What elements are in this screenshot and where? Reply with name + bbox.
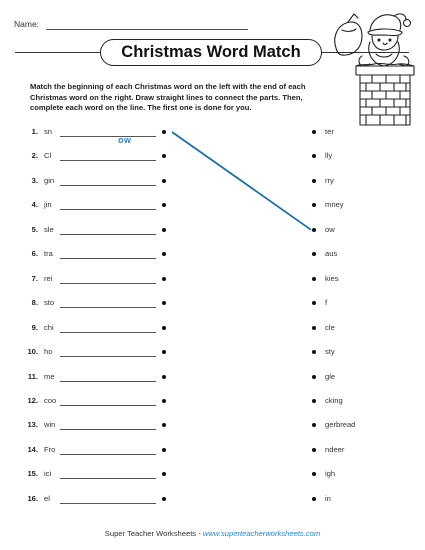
right-dot[interactable] xyxy=(312,350,316,354)
word-ending: mney xyxy=(325,200,344,210)
left-dot[interactable] xyxy=(162,399,166,403)
left-dot[interactable] xyxy=(162,448,166,452)
item-number: 1. xyxy=(31,127,38,136)
word-beginning: chi xyxy=(44,322,54,332)
match-row xyxy=(0,249,425,261)
answer-line[interactable] xyxy=(60,429,156,430)
word-beginning: ici xyxy=(44,469,52,479)
item-number: 9. xyxy=(31,322,38,332)
right-dot[interactable] xyxy=(312,301,316,305)
word-ending: igh xyxy=(325,469,336,479)
left-dot[interactable] xyxy=(162,203,166,207)
word-ending: cle xyxy=(325,322,335,332)
word-beginning: gin xyxy=(44,175,55,185)
right-dot[interactable] xyxy=(312,252,316,256)
right-dot[interactable] xyxy=(312,399,316,403)
word-ending: f xyxy=(325,298,328,308)
word-ending: cking xyxy=(325,395,343,405)
match-row xyxy=(0,445,425,457)
word-beginning: win xyxy=(44,420,56,430)
item-number: 8. xyxy=(31,298,38,308)
item-number: 2. xyxy=(31,151,38,161)
word-beginning: tra xyxy=(44,249,53,259)
footer-url[interactable]: www.superteacherworksheets.com xyxy=(202,529,321,538)
right-dot[interactable] xyxy=(312,326,316,330)
match-row xyxy=(0,323,425,335)
left-dot[interactable] xyxy=(162,375,166,379)
word-beginning: coo xyxy=(44,395,57,405)
answer-line[interactable] xyxy=(60,478,156,479)
right-dot[interactable] xyxy=(312,423,316,427)
word-ending: ter xyxy=(325,127,334,136)
left-dot[interactable] xyxy=(162,472,166,476)
left-dot[interactable] xyxy=(162,277,166,281)
word-ending: gle xyxy=(325,371,336,381)
footer xyxy=(0,529,425,538)
left-dot[interactable] xyxy=(162,301,166,305)
item-number: 13. xyxy=(27,420,38,430)
word-ending: sty xyxy=(325,347,335,357)
footer-separator: - xyxy=(196,529,203,538)
match-row xyxy=(0,127,425,145)
word-beginning: jin xyxy=(44,200,52,210)
left-dot[interactable] xyxy=(162,326,166,330)
word-beginning: me xyxy=(44,371,55,381)
right-dot[interactable] xyxy=(312,448,316,452)
answer-line[interactable] xyxy=(60,503,156,504)
match-row xyxy=(0,469,425,481)
word-beginning: ho xyxy=(44,347,53,357)
answer-line[interactable] xyxy=(60,135,156,145)
word-ending: in xyxy=(325,493,331,503)
left-dot[interactable] xyxy=(162,497,166,501)
match-row xyxy=(0,200,425,212)
answer-line[interactable] xyxy=(60,454,156,455)
item-number: 4. xyxy=(31,200,38,210)
item-number: 15. xyxy=(27,469,38,479)
match-row xyxy=(0,151,425,163)
word-beginning: Cl xyxy=(44,151,52,161)
item-number: 3. xyxy=(31,175,38,185)
item-number: 12. xyxy=(27,395,38,405)
word-beginning: el xyxy=(44,493,50,503)
item-number: 5. xyxy=(31,224,38,234)
word-beginning: rei xyxy=(44,273,53,283)
right-dot[interactable] xyxy=(312,130,316,134)
match-row xyxy=(0,225,425,237)
answer-line[interactable] xyxy=(60,356,156,357)
answer-text: ow xyxy=(118,135,132,145)
word-beginning: Fro xyxy=(44,444,56,454)
word-ending: ow xyxy=(325,224,335,234)
right-dot[interactable] xyxy=(312,375,316,379)
name-field[interactable] xyxy=(46,29,248,30)
footer-brand: Super Teacher Worksheets xyxy=(104,529,197,538)
left-dot[interactable] xyxy=(162,130,166,134)
left-dot[interactable] xyxy=(162,179,166,183)
item-number: 11. xyxy=(27,371,38,381)
right-dot[interactable] xyxy=(312,179,316,183)
word-ending: kies xyxy=(325,273,339,283)
left-dot[interactable] xyxy=(162,252,166,256)
answer-line[interactable] xyxy=(60,283,156,284)
page-title: Christmas Word Match xyxy=(100,39,322,66)
right-dot[interactable] xyxy=(312,154,316,158)
word-ending: rry xyxy=(325,175,334,185)
right-dot[interactable] xyxy=(312,497,316,501)
match-row xyxy=(0,372,425,384)
word-beginning: sle xyxy=(44,224,54,234)
item-number: 16. xyxy=(27,493,38,503)
item-number: 7. xyxy=(31,273,38,283)
word-ending: gerbread xyxy=(325,420,356,430)
match-row xyxy=(0,396,425,408)
answer-line[interactable] xyxy=(60,405,156,406)
item-number: 14. xyxy=(27,444,38,454)
right-dot[interactable] xyxy=(312,203,316,207)
item-number: 6. xyxy=(31,249,38,259)
left-dot[interactable] xyxy=(162,154,166,158)
instructions: Match the beginning of each Christmas word on the left with the end of each Christmas word on the right. Draw straight lines to connect the parts. Then, complete each word on the line. The first one is done for you. xyxy=(30,82,306,113)
right-dot[interactable] xyxy=(312,228,316,232)
word-beginning: sto xyxy=(44,298,55,308)
match-row xyxy=(0,176,425,188)
left-dot[interactable] xyxy=(162,423,166,427)
answer-line[interactable] xyxy=(60,258,156,259)
right-dot[interactable] xyxy=(312,277,316,281)
match-row xyxy=(0,420,425,432)
word-ending: ndeer xyxy=(325,444,345,454)
match-row xyxy=(0,347,425,359)
answer-line[interactable] xyxy=(60,307,156,308)
word-ending: aus xyxy=(325,249,338,259)
match-row xyxy=(0,274,425,286)
answer-line[interactable] xyxy=(60,185,156,186)
match-row xyxy=(0,494,425,506)
left-dot[interactable] xyxy=(162,350,166,354)
name-label: Name: xyxy=(14,19,40,29)
answer-line[interactable] xyxy=(60,332,156,333)
left-dot[interactable] xyxy=(162,228,166,232)
answer-line[interactable] xyxy=(60,160,156,161)
word-beginning: sn xyxy=(44,127,53,136)
answer-line[interactable] xyxy=(60,209,156,210)
answer-line[interactable] xyxy=(60,381,156,382)
answer-line[interactable] xyxy=(60,234,156,235)
santa-illustration xyxy=(332,8,416,126)
right-dot[interactable] xyxy=(312,472,316,476)
item-number: 10. xyxy=(27,347,38,357)
match-row xyxy=(0,298,425,310)
word-ending: lly xyxy=(325,151,333,161)
